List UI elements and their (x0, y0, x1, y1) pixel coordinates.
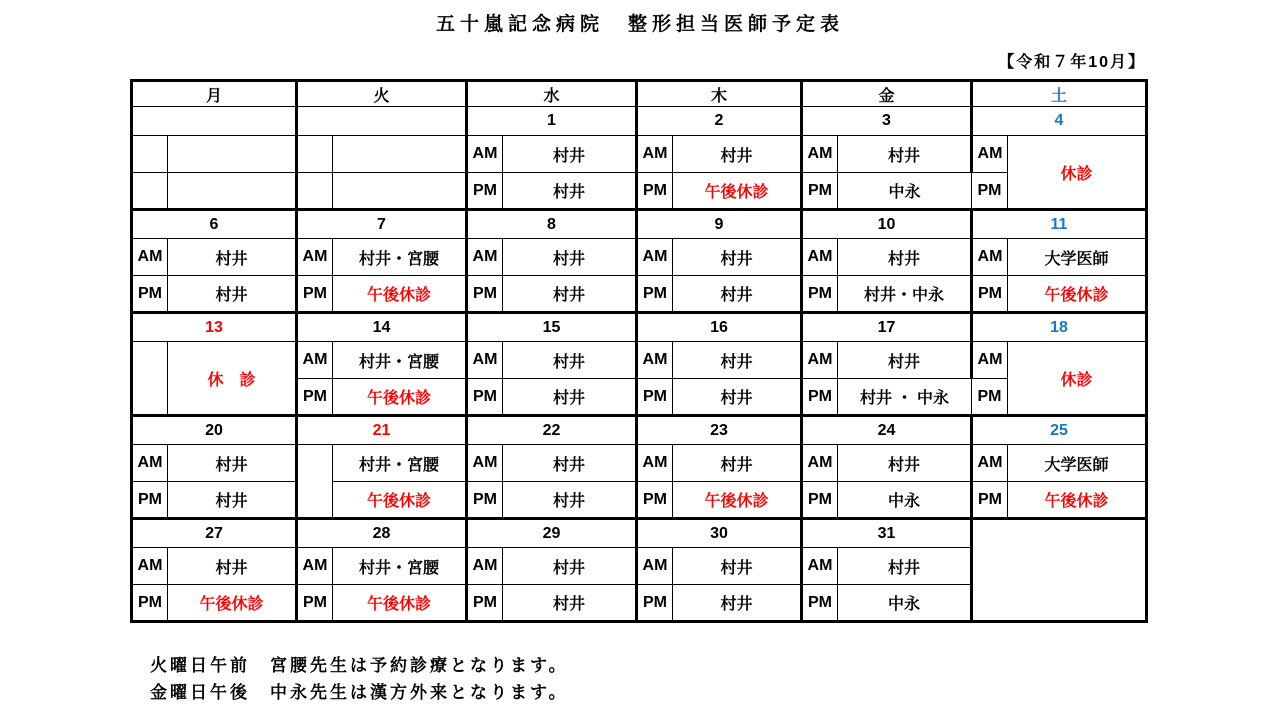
pm-label: PM (637, 379, 673, 416)
pm-label: PM (467, 585, 503, 622)
am-label (297, 136, 333, 173)
am-label: AM (802, 445, 838, 482)
schedule-cell-pm (333, 173, 467, 210)
date-cell: 15 (467, 313, 637, 342)
date-cell: 18 (972, 313, 1147, 342)
schedule-cell-pm: 村井 (503, 585, 637, 622)
pm-label: PM (297, 585, 333, 622)
schedule-cell-am: 村井・宮腰 (333, 445, 467, 482)
schedule-cell-am: 村井 (838, 548, 972, 585)
empty-label (297, 445, 333, 519)
day-header-1: 火 (297, 81, 467, 107)
am-label: AM (467, 445, 503, 482)
date-cell: 1 (467, 107, 637, 136)
date-cell: 14 (297, 313, 467, 342)
schedule-cell-am: 村井 (673, 239, 802, 276)
schedule-cell-pm: 村井 (673, 379, 802, 416)
am-label: AM (972, 136, 1008, 173)
date-cell (297, 107, 467, 136)
pm-label: PM (467, 482, 503, 519)
schedule-cell-pm: 午後休診 (333, 379, 467, 416)
pm-label: PM (802, 276, 838, 313)
schedule-cell-am: 村井 (673, 445, 802, 482)
schedule-cell-am: 村井 (503, 136, 637, 173)
schedule-cell-pm: 村井 (503, 173, 637, 210)
pm-label: PM (637, 585, 673, 622)
pm-label: PM (637, 173, 673, 210)
date-cell: 27 (132, 519, 297, 548)
schedule-cell-pm: 午後休診 (1008, 276, 1147, 313)
schedule-cell-am: 村井・宮腰 (333, 548, 467, 585)
day-header-0: 月 (132, 81, 297, 107)
date-cell: 29 (467, 519, 637, 548)
am-label: AM (297, 239, 333, 276)
date-cell: 22 (467, 416, 637, 445)
pm-label: PM (467, 173, 503, 210)
am-label: AM (297, 342, 333, 379)
schedule-cell-am: 村井 (503, 548, 637, 585)
pm-label: PM (132, 585, 168, 622)
date-cell: 10 (802, 210, 972, 239)
am-label: AM (467, 548, 503, 585)
schedule-cell-am: 大学医師 (1008, 445, 1147, 482)
schedule-cell-am (333, 136, 467, 173)
period-label: 【令和７年10月】 (998, 54, 1146, 71)
schedule-cell-pm: 村井 (673, 276, 802, 313)
pm-label: PM (297, 379, 333, 416)
day-header-4: 金 (802, 81, 972, 107)
schedule-cell-am: 村井 (673, 548, 802, 585)
pm-label: PM (637, 276, 673, 313)
schedule-cell-am: 村井 (673, 342, 802, 379)
date-cell: 21 (297, 416, 467, 445)
schedule-cell-pm: 村井 (503, 276, 637, 313)
page-title: 五十嵐記念病院 整形担当医師予定表 (435, 14, 844, 35)
schedule-cell-am: 大学医師 (1008, 239, 1147, 276)
schedule-table (130, 79, 1148, 623)
am-label: AM (467, 342, 503, 379)
am-label: AM (467, 239, 503, 276)
schedule-cell-am: 村井 (838, 445, 972, 482)
pm-label: PM (972, 482, 1008, 519)
date-cell: 3 (802, 107, 972, 136)
pm-label: PM (972, 379, 1008, 416)
pm-label: PM (802, 379, 838, 416)
am-label: AM (802, 342, 838, 379)
am-label (132, 136, 168, 173)
date-cell: 2 (637, 107, 802, 136)
date-cell: 17 (802, 313, 972, 342)
day-header-2: 水 (467, 81, 637, 107)
schedule-cell-pm: 中永 (838, 585, 972, 622)
schedule-cell-pm: 中永 (838, 173, 972, 210)
am-label: AM (637, 136, 673, 173)
pm-label: PM (467, 379, 503, 416)
schedule-cell-am: 村井・宮腰 (333, 239, 467, 276)
am-label: AM (467, 136, 503, 173)
am-label: AM (802, 239, 838, 276)
pm-label: PM (637, 482, 673, 519)
pm-label: PM (802, 482, 838, 519)
date-cell: 25 (972, 416, 1147, 445)
date-cell (132, 107, 297, 136)
schedule-cell-am: 村井・宮腰 (333, 342, 467, 379)
schedule-cell-pm: 午後休診 (673, 482, 802, 519)
schedule-cell-pm: 午後休診 (333, 482, 467, 519)
empty-label (132, 342, 168, 416)
note-tuesday-am: 火曜日午前 宮腰先生は予約診療となります。 (150, 656, 569, 675)
closed-cell: 休診 (1008, 136, 1147, 210)
am-label: AM (297, 548, 333, 585)
date-cell: 16 (637, 313, 802, 342)
am-label: AM (637, 342, 673, 379)
closed-cell: 休診 (1008, 342, 1147, 416)
schedule-cell-pm: 村井 (168, 482, 297, 519)
pm-label (132, 173, 168, 210)
schedule-cell-am: 村井 (838, 239, 972, 276)
note-friday-pm: 金曜日午後 中永先生は漢方外来となります。 (150, 683, 569, 702)
date-cell: 7 (297, 210, 467, 239)
schedule-cell-am: 村井 (838, 342, 972, 379)
am-label: AM (637, 239, 673, 276)
schedule-cell-pm: 午後休診 (333, 585, 467, 622)
am-label: AM (132, 239, 168, 276)
pm-label: PM (132, 482, 168, 519)
date-cell: 24 (802, 416, 972, 445)
schedule-cell-am (168, 136, 297, 173)
date-cell: 31 (802, 519, 972, 548)
schedule-cell-am: 村井 (838, 136, 972, 173)
date-cell: 11 (972, 210, 1147, 239)
schedule-cell-am: 村井 (673, 136, 802, 173)
am-label: AM (972, 342, 1008, 379)
schedule-cell-pm: 中永 (838, 482, 972, 519)
date-cell: 8 (467, 210, 637, 239)
am-label: AM (972, 239, 1008, 276)
schedule-cell-pm: 村井 (503, 482, 637, 519)
closed-cell: 休 診 (168, 342, 297, 416)
pm-label: PM (802, 585, 838, 622)
date-cell: 13 (132, 313, 297, 342)
date-cell: 30 (637, 519, 802, 548)
schedule-cell-am: 村井 (503, 342, 637, 379)
schedule-cell-am: 村井 (168, 445, 297, 482)
day-header-3: 木 (637, 81, 802, 107)
schedule-cell-am: 村井 (503, 445, 637, 482)
schedule-cell-pm: 午後休診 (1008, 482, 1147, 519)
footer-notes (150, 652, 1280, 706)
date-cell: 20 (132, 416, 297, 445)
am-label: AM (637, 445, 673, 482)
schedule-cell-pm: 村井 ・ 中永 (838, 379, 972, 416)
schedule-cell-am: 村井 (168, 239, 297, 276)
schedule-cell-pm: 午後休診 (673, 173, 802, 210)
date-cell: 28 (297, 519, 467, 548)
schedule-cell-am: 村井 (503, 239, 637, 276)
schedule-cell-am: 村井 (168, 548, 297, 585)
date-cell: 6 (132, 210, 297, 239)
schedule-cell-pm: 村井・中永 (838, 276, 972, 313)
schedule-cell-pm: 村井 (168, 276, 297, 313)
schedule-cell-pm: 村井 (673, 585, 802, 622)
am-label: AM (972, 445, 1008, 482)
pm-label: PM (972, 173, 1008, 210)
pm-label: PM (467, 276, 503, 313)
am-label: AM (132, 548, 168, 585)
date-cell: 9 (637, 210, 802, 239)
schedule-cell-pm (168, 173, 297, 210)
pm-label: PM (802, 173, 838, 210)
schedule-cell-pm: 午後休診 (333, 276, 467, 313)
pm-label (297, 173, 333, 210)
am-label: AM (637, 548, 673, 585)
schedule-cell-pm: 村井 (503, 379, 637, 416)
day-header-5: 土 (972, 81, 1147, 107)
date-cell: 4 (972, 107, 1147, 136)
date-cell: 23 (637, 416, 802, 445)
pm-label: PM (972, 276, 1008, 313)
am-label: AM (802, 548, 838, 585)
am-label: AM (132, 445, 168, 482)
empty-day-block (972, 519, 1147, 622)
pm-label: PM (132, 276, 168, 313)
pm-label: PM (297, 276, 333, 313)
schedule-cell-pm: 午後休診 (168, 585, 297, 622)
am-label: AM (802, 136, 838, 173)
